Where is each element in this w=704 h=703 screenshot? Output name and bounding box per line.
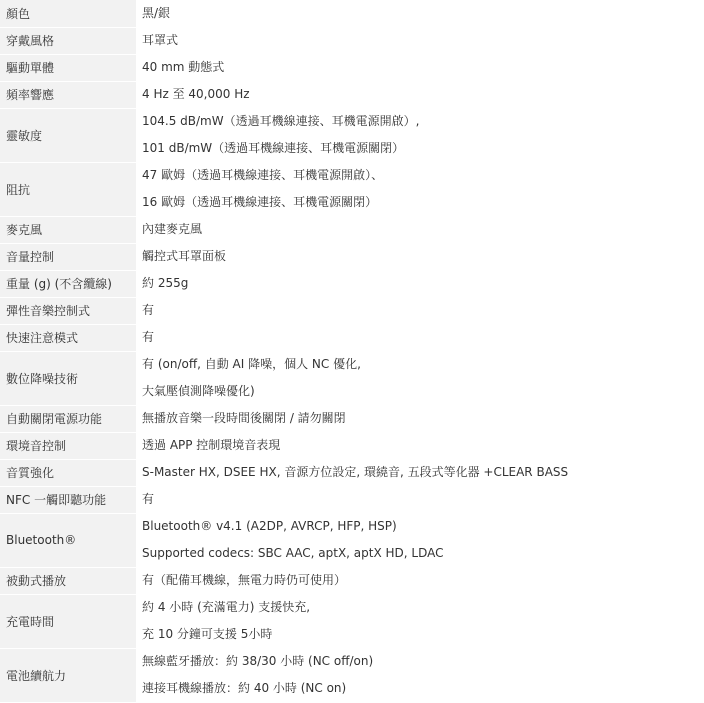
- spec-label: 電池續航力: [0, 648, 136, 702]
- spec-label: 充電時間: [0, 594, 136, 648]
- spec-value-line: 無線藍牙播放：約 38/30 小時 (NC off/on): [142, 654, 374, 668]
- spec-row: [0, 108, 704, 162]
- spec-value: [136, 81, 704, 108]
- spec-value: [136, 567, 704, 594]
- spec-row: [0, 486, 704, 513]
- spec-label: 環境音控制: [0, 432, 136, 459]
- spec-value-line: 有: [142, 330, 155, 344]
- spec-label: 彈性音樂控制式: [0, 297, 136, 324]
- spec-value-line: 透過 APP 控制環境音表現: [142, 438, 281, 452]
- spec-row: [0, 324, 704, 351]
- spec-value-line: 有 (on/off, 自動 AI 降噪，個人 NC 優化,: [142, 357, 361, 371]
- spec-value: [136, 351, 704, 405]
- spec-label: 穿戴風格: [0, 27, 136, 54]
- spec-value-line: 內建麥克風: [142, 222, 203, 236]
- spec-value: [136, 459, 704, 486]
- spec-value: [136, 324, 704, 351]
- spec-label: 重量 (g) (不含纜線): [0, 270, 136, 297]
- spec-value: [136, 486, 704, 513]
- spec-value-line: Supported codecs: SBC AAC, aptX, aptX HD, LDAC: [142, 546, 444, 560]
- spec-value-line: 約 255g: [142, 276, 189, 290]
- spec-label: 麥克風: [0, 216, 136, 243]
- spec-row: [0, 567, 704, 594]
- spec-value-line: 充 10 分鐘可支援 5小時: [142, 627, 273, 641]
- spec-row: [0, 405, 704, 432]
- spec-value-line: 約 4 小時 (充滿電力) 支援快充,: [142, 600, 311, 614]
- spec-value: [136, 243, 704, 270]
- spec-row: [0, 54, 704, 81]
- spec-label: 快速注意模式: [0, 324, 136, 351]
- spec-value-line: 觸控式耳罩面板: [142, 249, 227, 263]
- spec-value: [136, 162, 704, 216]
- spec-row: [0, 0, 704, 27]
- spec-value-line: 104.5 dB/mW（透過耳機線連接、耳機電源開啟）,: [142, 114, 420, 128]
- spec-label: 音質強化: [0, 459, 136, 486]
- spec-row: [0, 243, 704, 270]
- spec-label: NFC 一觸即聽功能: [0, 486, 136, 513]
- spec-label: 顏色: [0, 0, 136, 27]
- spec-value-line: S-Master HX, DSEE HX, 音源方位設定, 環繞音, 五段式等化器 +CLEAR BASS: [142, 465, 569, 479]
- spec-row: [0, 297, 704, 324]
- spec-label: 靈敏度: [0, 108, 136, 162]
- spec-label: 驅動單體: [0, 54, 136, 81]
- spec-value: [136, 432, 704, 459]
- spec-value: [136, 648, 704, 702]
- spec-row: [0, 648, 704, 702]
- spec-label: Bluetooth®: [0, 513, 136, 567]
- spec-value-line: 無播放音樂一段時間後關閉 / 請勿關閉: [142, 411, 346, 425]
- spec-label: 頻率響應: [0, 81, 136, 108]
- spec-value: [136, 0, 704, 27]
- spec-row: [0, 270, 704, 297]
- spec-label: 阻抗: [0, 162, 136, 216]
- spec-value: [136, 270, 704, 297]
- spec-row: [0, 27, 704, 54]
- spec-value: [136, 216, 704, 243]
- spec-value-line: 大氣壓偵測降噪優化): [142, 384, 255, 398]
- spec-row: [0, 351, 704, 405]
- spec-value: [136, 27, 704, 54]
- spec-value: [136, 405, 704, 432]
- spec-value: [136, 54, 704, 81]
- spec-row: [0, 513, 704, 567]
- spec-value-line: 40 mm 動態式: [142, 60, 225, 74]
- spec-row: [0, 216, 704, 243]
- spec-value-line: 有: [142, 492, 155, 506]
- spec-label: 音量控制: [0, 243, 136, 270]
- spec-value: [136, 513, 704, 567]
- spec-row: [0, 162, 704, 216]
- spec-value: [136, 594, 704, 648]
- spec-label: 數位降噪技術: [0, 351, 136, 405]
- spec-label: 被動式播放: [0, 567, 136, 594]
- spec-value-line: 4 Hz 至 40,000 Hz: [142, 87, 250, 101]
- spec-row: [0, 459, 704, 486]
- spec-row: [0, 594, 704, 648]
- spec-value-line: 黑/銀: [142, 6, 171, 20]
- spec-value-line: 連接耳機線播放：約 40 小時 (NC on): [142, 681, 347, 695]
- spec-value-line: 耳罩式: [142, 33, 179, 47]
- spec-value-line: 16 歐姆（透過耳機線連接、耳機電源關閉）: [142, 195, 378, 209]
- spec-value: [136, 297, 704, 324]
- spec-value-line: 有（配備耳機線，無電力時仍可使用）: [142, 573, 347, 587]
- spec-row: [0, 81, 704, 108]
- spec-row: [0, 432, 704, 459]
- spec-value-line: 47 歐姆（透過耳機線連接、耳機電源開啟）、: [142, 168, 384, 182]
- spec-value: [136, 108, 704, 162]
- spec-label: 自動關閉電源功能: [0, 405, 136, 432]
- spec-value-line: 101 dB/mW（透過耳機線連接、耳機電源關閉）: [142, 141, 405, 155]
- spec-value-line: 有: [142, 303, 155, 317]
- spec-value-line: Bluetooth® v4.1 (A2DP, AVRCP, HFP, HSP): [142, 519, 397, 533]
